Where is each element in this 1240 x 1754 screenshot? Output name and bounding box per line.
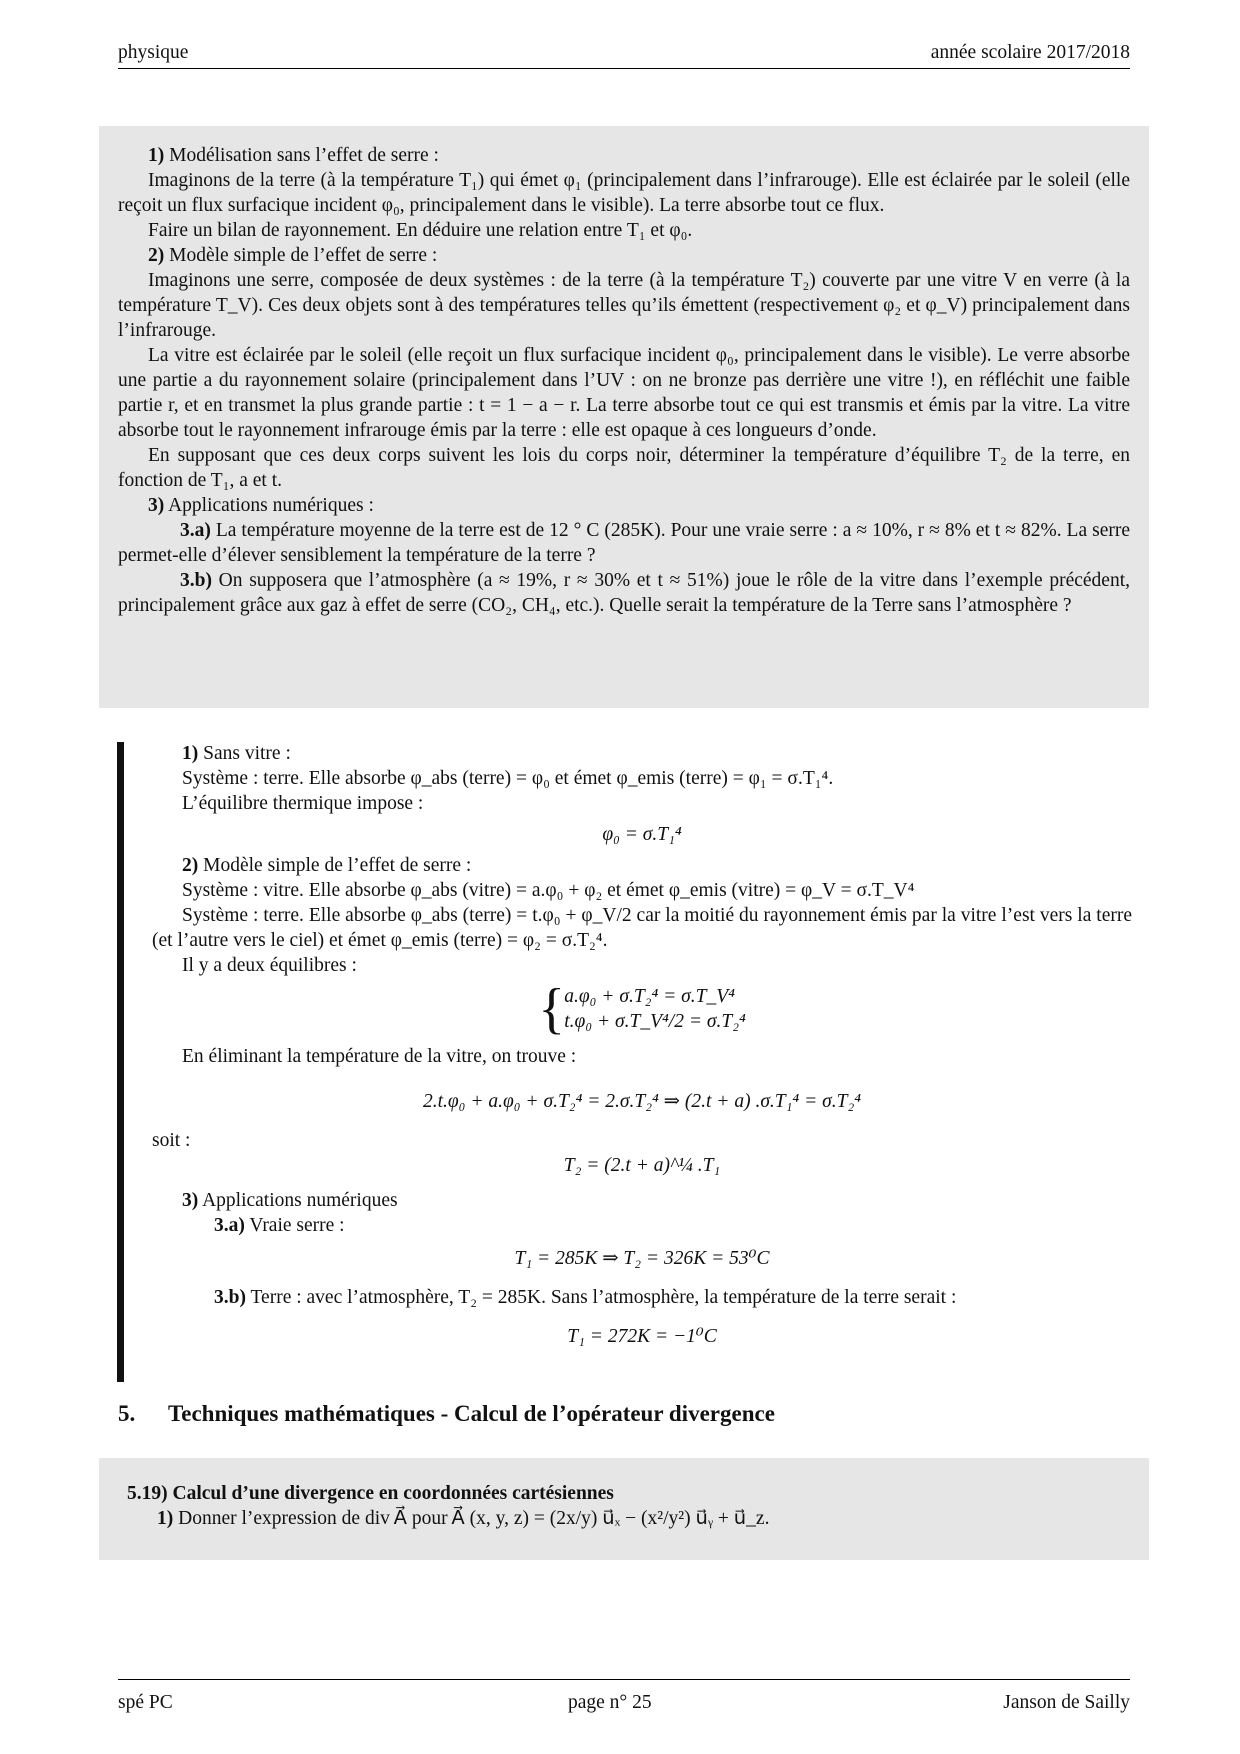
- section-heading: [118, 1401, 775, 1426]
- a3b-equation: T₁ = 272K = −1⁰C: [567, 1326, 717, 1347]
- a3a-title: Vraie serre :: [249, 1215, 345, 1236]
- q3b-text: On supposera que l’atmosphère (a ≈ 19%, r ≈ 30% et t ≈ 51%) joue le rôle de la vitre dans l’exemple précédent, principalement grâce aux gaz à effet de serre (CO₂, CH₄, etc.). Quelle serait la température de la Terre sans l’atmosphère ?: [118, 570, 1131, 616]
- q2-paragraph-1: Imaginons une serre, composée de deux systèmes : de la terre (à la température T₂) couverte par une vitre V en verre (à la température T_V). Ces deux objets sont à des températures telles qu’ils émettent (respectivement φ₂ et φ_V) principalement dans l’infrarouge.: [118, 270, 1130, 341]
- q3-number: 3): [148, 495, 165, 516]
- exercise-5-19-title: 5.19) Calcul d’une divergence en coordonnées cartésiennes: [127, 1483, 614, 1504]
- q2-paragraph-3: En supposant que ces deux corps suivent les lois du corps noir, déterminer la température d’équilibre T₂ de la terre, en fonction de T₁, a et t.: [118, 445, 1130, 491]
- a2-line-1: Système : vitre. Elle absorbe φ_abs (vitre) = a.φ₀ + φ₂ et émet φ_emis (vitre) = φ_V = σ.T_V⁴: [182, 880, 915, 901]
- a1-title: Sans vitre :: [203, 743, 291, 764]
- q2-number: 2): [148, 245, 165, 266]
- a1-line-2: L’équilibre thermique impose :: [182, 793, 424, 814]
- q1-number: 1): [148, 145, 165, 166]
- a2-soit: soit :: [152, 1130, 191, 1151]
- header-subject: physique: [118, 42, 189, 63]
- a2-line-4: En éliminant la température de la vitre, on trouve :: [182, 1046, 577, 1067]
- footer-page-number: page n° 25: [568, 1692, 652, 1713]
- a2-line-3: Il y a deux équilibres :: [182, 955, 357, 976]
- section-number: 5.: [118, 1401, 136, 1426]
- exercise-5-19-box: [99, 1458, 1149, 1560]
- a2-equation-2: T₂ = (2.t + a)^¼ .T₁: [563, 1155, 721, 1176]
- exercise-box: [99, 126, 1149, 708]
- a1-number: 1): [182, 743, 199, 764]
- answer-block: [117, 742, 1132, 1382]
- page-header: [118, 40, 1130, 69]
- a3-number: 3): [182, 1190, 199, 1211]
- a2-title: Modèle simple de l’effet de serre :: [203, 855, 472, 876]
- system-brace: {: [538, 978, 566, 1040]
- q1-paragraph-2: Faire un bilan de rayonnement. En déduire une relation entre T₁ et φ₀.: [148, 220, 693, 241]
- q3a-number: 3.a): [180, 520, 211, 541]
- a1-line-1: Système : terre. Elle absorbe φ_abs (terre) = φ₀ et émet φ_emis (terre) = φ₁ = σ.T₁⁴.: [182, 768, 834, 789]
- a3a-equation: T₁ = 285K ⇒ T₂ = 326K = 53⁰C: [514, 1248, 770, 1269]
- a3b-number: 3.b): [214, 1287, 246, 1308]
- q2-paragraph-2: La vitre est éclairée par le soleil (elle reçoit un flux surfacique incident φ₀, principalement dans le visible). Le verre absorbe une partie a du rayonnement solaire (principalement dans l’UV : on ne bronze pas derrière une vitre !), en réfléchit une faible partie r, et en transmet la plus grande partie : t = 1 − a − r. La terre absorbe tout ce qui est transmis et émis par la vitre. La vitre absorbe tout le rayonnement infrarouge émis par la terre : elle est opaque à ces longueurs d’onde.: [118, 345, 1130, 441]
- footer-school: Janson de Sailly: [1003, 1692, 1130, 1713]
- a2-number: 2): [182, 855, 199, 876]
- page-footer: [118, 1679, 1130, 1713]
- q3a-text: La température moyenne de la terre est de 12 ° C (285K). Pour une vraie serre : a ≈ 10%, r ≈ 8% et t ≈ 82%. La serre permet-elle d’élever sensiblement la température de la terre ?: [118, 520, 1130, 566]
- section-title: Techniques mathématiques - Calcul de l’opérateur divergence: [168, 1401, 775, 1426]
- a3b-text: Terre : avec l’atmosphère, T₂ = 285K. Sans l’atmosphère, la température de la terre serait :: [250, 1287, 957, 1308]
- equilibrium-system: [152, 978, 1132, 1040]
- a3a-number: 3.a): [214, 1215, 245, 1236]
- a1-equation: φ₀ = σ.T₁⁴: [602, 824, 682, 845]
- a2-line-2: Système : terre. Elle absorbe φ_abs (terre) = t.φ₀ + φ_V/2 car la moitié du rayonnement émis par la vitre l’est vers la terre (et l’autre vers le ciel) et émet φ_emis (terre) = φ₂ = σ.T₂⁴.: [152, 905, 1132, 951]
- system-equation-1: a.φ₀ + σ.T₂⁴ = σ.T_V⁴: [564, 986, 735, 1007]
- footer-class: spé PC: [118, 1692, 173, 1713]
- q1-paragraph-1: Imaginons de la terre (à la température T₁) qui émet φ₁ (principalement dans l’infrarouge). Elle est éclairée par le soleil (elle reçoit un flux surfacique incident φ₀, principalement dans le visible). La terre absorbe tout ce flux.: [118, 170, 1130, 216]
- ex2-q1-text: Donner l’expression de div A⃗ pour A⃗ (x, y, z) = (2x/y) u⃗ₓ − (x²/y²) u⃗ᵧ + u⃗_z.: [178, 1508, 770, 1529]
- header-year: année scolaire 2017/2018: [930, 42, 1130, 63]
- a2-equation-1: 2.t.φ₀ + a.φ₀ + σ.T₂⁴ = 2.σ.T₂⁴ ⇒ (2.t + a) .σ.T₁⁴ = σ.T₂⁴: [422, 1091, 862, 1112]
- system-equation-2: t.φ₀ + σ.T_V⁴/2 = σ.T₂⁴: [564, 1011, 746, 1032]
- q2-title: Modèle simple de l’effet de serre :: [169, 245, 438, 266]
- q3-title: Applications numériques :: [168, 495, 374, 516]
- q3b-number: 3.b): [180, 570, 212, 591]
- ex2-q1-number: 1): [157, 1508, 174, 1529]
- q1-title: Modélisation sans l’effet de serre :: [169, 145, 439, 166]
- a3-title: Applications numériques: [202, 1190, 398, 1211]
